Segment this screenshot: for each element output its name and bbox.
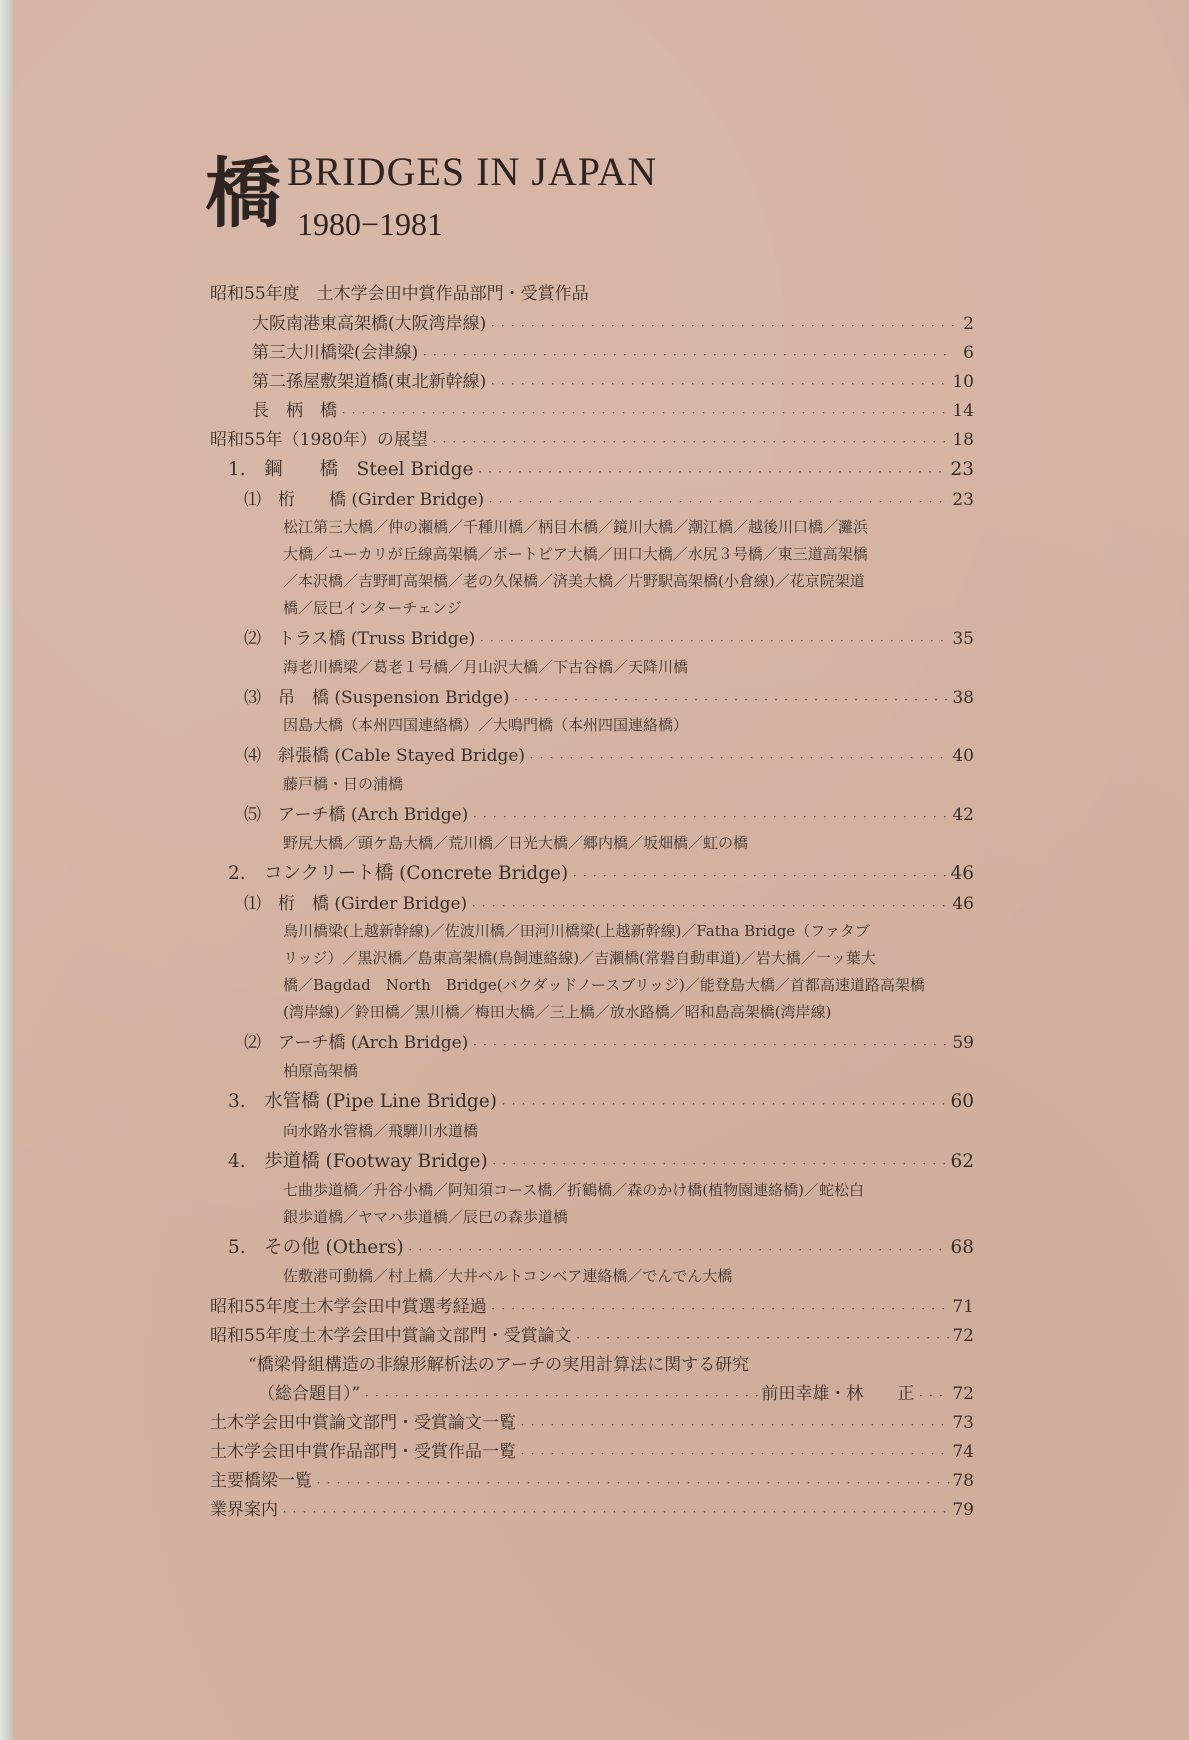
toc-entry[interactable] bbox=[210, 1496, 974, 1524]
toc-entry[interactable] bbox=[252, 397, 974, 425]
leader-dots bbox=[499, 1088, 949, 1119]
bridge-list-line: 橋／辰巳インターチェンジ bbox=[283, 599, 462, 617]
toc-entry-label: ⑴ 桁 橋 (Girder Bridge) bbox=[244, 490, 485, 510]
toc-entry-page: 23 bbox=[950, 459, 974, 480]
toc-entry-label: ⑷ 斜張橋 (Cable Stayed Bridge) bbox=[244, 746, 526, 766]
bridge-list-line: 七曲歩道橋／升谷小橋／阿知須コース橋／折鶴橋／森のかけ橋(植物園連絡橋)／蛇松白 bbox=[283, 1181, 864, 1199]
toc-subsection[interactable] bbox=[244, 1029, 974, 1057]
thesis-authors: 前田幸雄・林 正 bbox=[761, 1384, 915, 1404]
toc-entry-label: 第三大川橋梁(会津線) bbox=[252, 343, 419, 363]
toc-entry-label: 大阪南港東高架橋(大阪湾岸線) bbox=[252, 314, 487, 334]
toc-entry-label: 2. コンクリート橋 (Concrete Bridge) bbox=[228, 863, 569, 884]
toc-entry-page: 73 bbox=[952, 1413, 974, 1433]
toc-entry-page: 68 bbox=[950, 1237, 974, 1258]
toc-entry-page: 74 bbox=[952, 1442, 974, 1462]
leader-dots bbox=[488, 310, 954, 341]
toc-subsection[interactable] bbox=[244, 801, 974, 829]
toc-entry[interactable] bbox=[210, 426, 974, 454]
leader-dots bbox=[475, 456, 948, 487]
toc-entry-page: 10 bbox=[952, 372, 974, 392]
toc-entry-page: 42 bbox=[952, 805, 974, 825]
leader-dots bbox=[339, 397, 950, 428]
bridge-list-line: 佐敷港可動橋／村上橋／大井ベルトコンベア連絡橋／でんでん大橋 bbox=[283, 1267, 733, 1285]
toc-entry[interactable] bbox=[252, 368, 974, 396]
toc-section[interactable] bbox=[228, 860, 974, 888]
bridge-list-line: 鳥川橋梁(上越新幹線)／佐波川橋／田河川橋梁(上越新幹線)／Fatha Bridge（ファタブ bbox=[283, 922, 870, 940]
toc-entry[interactable] bbox=[210, 1293, 974, 1321]
leader-dots bbox=[570, 860, 948, 891]
toc-entry-page: 46 bbox=[952, 894, 974, 914]
toc-entry-label: 業界案内 bbox=[210, 1500, 278, 1520]
leader-dots bbox=[477, 625, 950, 656]
leader-dots bbox=[916, 1380, 950, 1411]
toc-entry-page: 23 bbox=[952, 490, 974, 510]
toc-entry-label: 5. その他 (Others) bbox=[228, 1237, 404, 1258]
toc-entry-label: 昭和55年（1980年）の展望 bbox=[210, 430, 428, 450]
toc-entry-label: 第二孫屋敷架道橋(東北新幹線) bbox=[252, 372, 487, 392]
toc-entry-page: 78 bbox=[952, 1471, 974, 1491]
toc-entry-label: 3. 水管橋 (Pipe Line Bridge) bbox=[228, 1091, 497, 1112]
toc-entry-page: 79 bbox=[952, 1500, 974, 1520]
bridge-list-line: 向水路水管橋／飛騨川水道橋 bbox=[283, 1122, 479, 1140]
bridge-list-line: (湾岸線)／鈴田橋／黒川橋／梅田大橋／三上橋／放水路橋／昭和島高架橋(湾岸線) bbox=[283, 1003, 832, 1021]
toc-entry-label: （総合題目）” bbox=[258, 1384, 361, 1404]
toc-entry-label: 長 柄 橋 bbox=[252, 401, 337, 421]
toc-entry-label: ⑴ 桁 橋 (Girder Bridge) bbox=[244, 894, 468, 914]
toc-entry-page: 35 bbox=[952, 629, 974, 649]
toc-entry[interactable] bbox=[210, 1409, 974, 1437]
toc-entry-page: 71 bbox=[952, 1297, 974, 1317]
toc-entry-label: ⑶ 吊 橋 (Suspension Bridge) bbox=[244, 688, 510, 708]
toc-section[interactable] bbox=[228, 1148, 974, 1176]
toc-entry[interactable] bbox=[252, 310, 974, 338]
leader-dots bbox=[430, 426, 950, 457]
toc-entry[interactable] bbox=[252, 339, 974, 367]
toc-entry-label: 昭和55年度土木学会田中賞論文部門・受賞論文 bbox=[210, 1326, 572, 1346]
toc-entry-page: 72 bbox=[952, 1326, 974, 1346]
leader-dots bbox=[486, 486, 950, 517]
leader-dots bbox=[280, 1496, 950, 1527]
toc-subsection[interactable] bbox=[244, 742, 974, 770]
toc-entry-page: 2 bbox=[963, 314, 974, 334]
toc-entry-page: 18 bbox=[952, 430, 974, 450]
bridge-list-line: 柏原高架橋 bbox=[283, 1062, 359, 1080]
bridge-list-line: 因島大橋（本州四国連絡橋）／大鳴門橋（本州四国連絡橋） bbox=[283, 716, 689, 734]
toc-entry-label: 土木学会田中賞作品部門・受賞作品一覧 bbox=[210, 1442, 516, 1462]
toc-entry-label: 土木学会田中賞論文部門・受賞論文一覧 bbox=[210, 1413, 516, 1433]
leader-dots bbox=[489, 1293, 951, 1324]
leader-dots bbox=[518, 1409, 950, 1440]
masthead-years: 1980−1981 bbox=[297, 206, 444, 242]
bridge-list-line: 松江第三大橋／仲の瀬橋／千種川橋／柄目木橋／鏡川大橋／潮江橋／越後川口橋／灘浜 bbox=[283, 518, 869, 536]
leader-dots bbox=[574, 1322, 951, 1353]
toc-entry-label: 4. 歩道橋 (Footway Bridge) bbox=[228, 1151, 488, 1172]
toc-entry-page: 60 bbox=[950, 1091, 974, 1112]
toc-entry-label: 主要橋梁一覧 bbox=[210, 1471, 312, 1491]
leader-dots bbox=[420, 339, 954, 370]
toc-subsection[interactable] bbox=[244, 486, 974, 514]
leader-dots bbox=[518, 1438, 950, 1469]
toc-entry-page: 46 bbox=[950, 863, 974, 884]
bridge-list-line: 海老川橋梁／葛老１号橋／月山沢大橋／下古谷橋／天降川橋 bbox=[283, 658, 689, 676]
toc-entry-label: ⑵ アーチ橋 (Arch Bridge) bbox=[244, 1033, 469, 1053]
toc-entry-label: 1. 鋼 橋 Steel Bridge bbox=[228, 459, 474, 480]
leader-dots bbox=[362, 1380, 759, 1411]
toc-entry[interactable] bbox=[258, 1380, 974, 1408]
leader-dots bbox=[469, 890, 950, 921]
toc-entry-page: 59 bbox=[952, 1033, 974, 1053]
bridge-list-line: 橋／Bagdad North Bridge(バクダッドノースブリッジ)／能登島大橋／首都高速道路高架橋 bbox=[283, 976, 925, 994]
leader-dots bbox=[527, 742, 950, 773]
toc-entry-label: 昭和55年度土木学会田中賞選考経過 bbox=[210, 1297, 487, 1317]
toc-entry[interactable] bbox=[210, 1322, 974, 1350]
leader-dots bbox=[490, 1148, 949, 1179]
bridge-list-line: 野尻大橋／頭ケ島大橋／荒川橋／日光大橋／郷内橋／坂畑橋／虹の橋 bbox=[283, 834, 749, 852]
leader-dots bbox=[470, 801, 950, 832]
toc-entry-page: 40 bbox=[952, 746, 974, 766]
leader-dots bbox=[488, 368, 950, 399]
bridge-list-line: 銀歩道橋／ヤマハ歩道橋／辰巳の森歩道橋 bbox=[283, 1208, 568, 1226]
toc-subsection[interactable] bbox=[244, 684, 974, 712]
leader-dots bbox=[470, 1029, 950, 1060]
toc-entry-label: ⑸ アーチ橋 (Arch Bridge) bbox=[244, 805, 469, 825]
leader-dots bbox=[406, 1234, 949, 1265]
toc-section[interactable] bbox=[228, 456, 974, 484]
bridge-list-line: ／本沢橋／吉野町高架橋／老の久保橋／済美大橋／片野駅高架橋(小倉線)／花京院架道 bbox=[283, 572, 865, 590]
toc-entry-page: 14 bbox=[952, 401, 974, 421]
toc-entry-page: 6 bbox=[963, 343, 974, 363]
thesis-title: “橋梁骨組構造の非線形解析法のアーチの実用計算法に関する研究 bbox=[248, 1355, 750, 1375]
toc-subsection[interactable] bbox=[244, 890, 974, 918]
bridge-list-line: 藤戸橋・日の浦橋 bbox=[283, 775, 404, 793]
toc-entry-label: ⑵ トラス橋 (Truss Bridge) bbox=[244, 629, 476, 649]
toc-entry[interactable] bbox=[210, 1438, 974, 1466]
toc-entry-page: 72 bbox=[952, 1384, 974, 1404]
toc-section[interactable] bbox=[228, 1234, 974, 1262]
masthead-kanji: 橋 bbox=[205, 149, 281, 238]
toc-entry-page: 62 bbox=[950, 1151, 974, 1172]
masthead-title: BRIDGES IN JAPAN bbox=[287, 149, 658, 194]
bridge-list-line: リッジ）／黒沢橋／島東高架橋(鳥飼連絡線)／吉瀬橋(常磐自動車道)／岩大橋／一ッ葉大 bbox=[283, 949, 876, 967]
leader-dots bbox=[512, 684, 951, 715]
toc-entry[interactable] bbox=[210, 1467, 974, 1495]
toc-section[interactable] bbox=[228, 1088, 974, 1116]
toc-entry-page: 38 bbox=[952, 688, 974, 708]
toc-subsection[interactable] bbox=[244, 625, 974, 653]
award-heading: 昭和55年度 土木学会田中賞作品部門・受賞作品 bbox=[210, 284, 589, 304]
bridge-list-line: 大橋／ユーカリが丘線高架橋／ポートピア大橋／田口大橋／水尻３号橋／東三道高架橋 bbox=[283, 545, 868, 563]
leader-dots bbox=[314, 1467, 950, 1498]
